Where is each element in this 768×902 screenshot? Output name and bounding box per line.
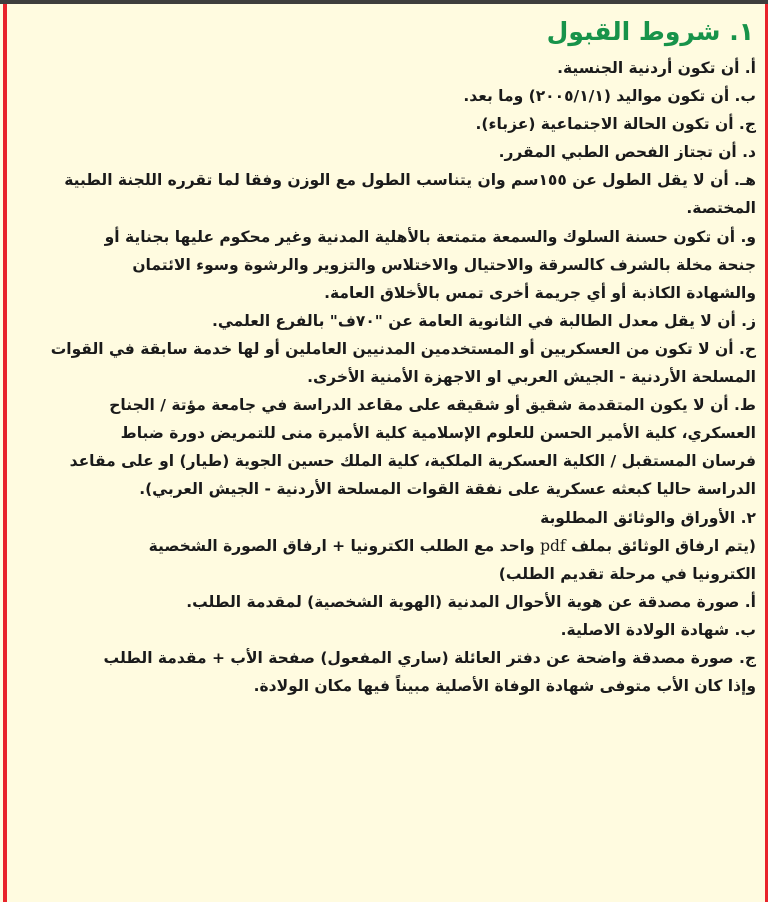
- document-body: [12, 4, 758, 902]
- condition-b: ب. أن تكون مواليد (٢٠٠٥/١/١) وما بعد.: [463, 87, 756, 106]
- document-c-line-1: ج. صورة مصدقة واضحة عن دفتر العائلة (ساري المفعول) صفحة الأب + مقدمة الطلب: [103, 648, 756, 667]
- condition-f-line-1: و. أن تكون حسنة السلوك والسمعة متمتعة بالأهلية المدنية وغير محكوم عليها بجناية أو: [104, 227, 756, 246]
- condition-d: د. أن تجتاز الفحص الطبي المقرر.: [498, 143, 756, 162]
- condition-i-line-4: الدراسة حاليا كبعثه عسكرية على نفقة القوات المسلحة الأردنية - الجيش العربي).: [139, 480, 756, 499]
- documents-note-line-2: الكترونيا في مرحلة تقديم الطلب): [498, 564, 756, 583]
- documents-note-line-1: [12, 532, 756, 560]
- condition-f-line-2: جنحة مخلة بالشرف كالسرقة والاحتيال والاختلاس والتزوير والرشوة وسوء الائتمان: [132, 255, 756, 274]
- documents-note-part-1: (يتم ارفاق الوثائق بملف: [571, 536, 756, 555]
- condition-i-line-2: العسكري، كلية الأمير الحسن للعلوم الإسلامية كلية الأميرة منى للتمريض دورة ضباط: [120, 424, 756, 443]
- condition-e-line-1: هـ. أن لا يقل الطول عن ١٥٥سم وان يتناسب الطول مع الوزن وفقا لما تقرره اللجنة الطبية: [64, 171, 756, 190]
- documents-note-part-2: واحد مع الطلب الكترونيا + ارفاق الصورة الشخصية: [148, 536, 535, 555]
- condition-a: أ. أن تكون أردنية الجنسية.: [557, 59, 756, 77]
- condition-f-line-3: والشهادة الكاذبة أو أي جريمة أخرى تمس بالأخلاق العامة.: [324, 283, 756, 302]
- condition-h-line-2: المسلحة الأردنية - الجيش العربي او الاجهزة الأمنية الأخرى.: [307, 368, 756, 387]
- condition-i-line-3: فرسان المستقبل / الكلية العسكرية الملكية، كلية الملك حسين الجوية (طيار) او على مقاعد: [69, 452, 756, 471]
- condition-i-line-1: ط. أن لا يكون المتقدمة شقيق أو شقيقه على مقاعد الدراسة في جامعة مؤتة / الجناح: [109, 396, 756, 415]
- left-red-border: [3, 4, 7, 902]
- condition-e-line-2: المختصة.: [686, 199, 756, 218]
- document-b: ب. شهادة الولادة الاصلية.: [560, 620, 756, 639]
- document-a: أ. صورة مصدقة عن هوية الأحوال المدنية (الهوية الشخصية) لمقدمة الطلب.: [186, 592, 756, 611]
- condition-h-line-1: ح. أن لا تكون من العسكريين أو المستخدمين المدنيين العاملين أو لها خدمة سابقة في القوات: [50, 339, 756, 358]
- section-2-title: ٢. الأوراق والوثائق المطلوبة: [540, 508, 756, 527]
- section-1-title: ١. شروط القبول: [546, 17, 754, 46]
- condition-c: ج. أن تكون الحالة الاجتماعية (عزباء).: [475, 115, 756, 134]
- documents-note-pdf: pdf: [540, 536, 566, 555]
- document-c-line-2: وإذا كان الأب متوفى شهادة الوفاة الأصلية مبيناً فيها مكان الولادة.: [253, 677, 756, 696]
- condition-g: ز. أن لا يقل معدل الطالبة في الثانوية العامة عن "٧٠ف" بالفرع العلمي.: [211, 311, 756, 330]
